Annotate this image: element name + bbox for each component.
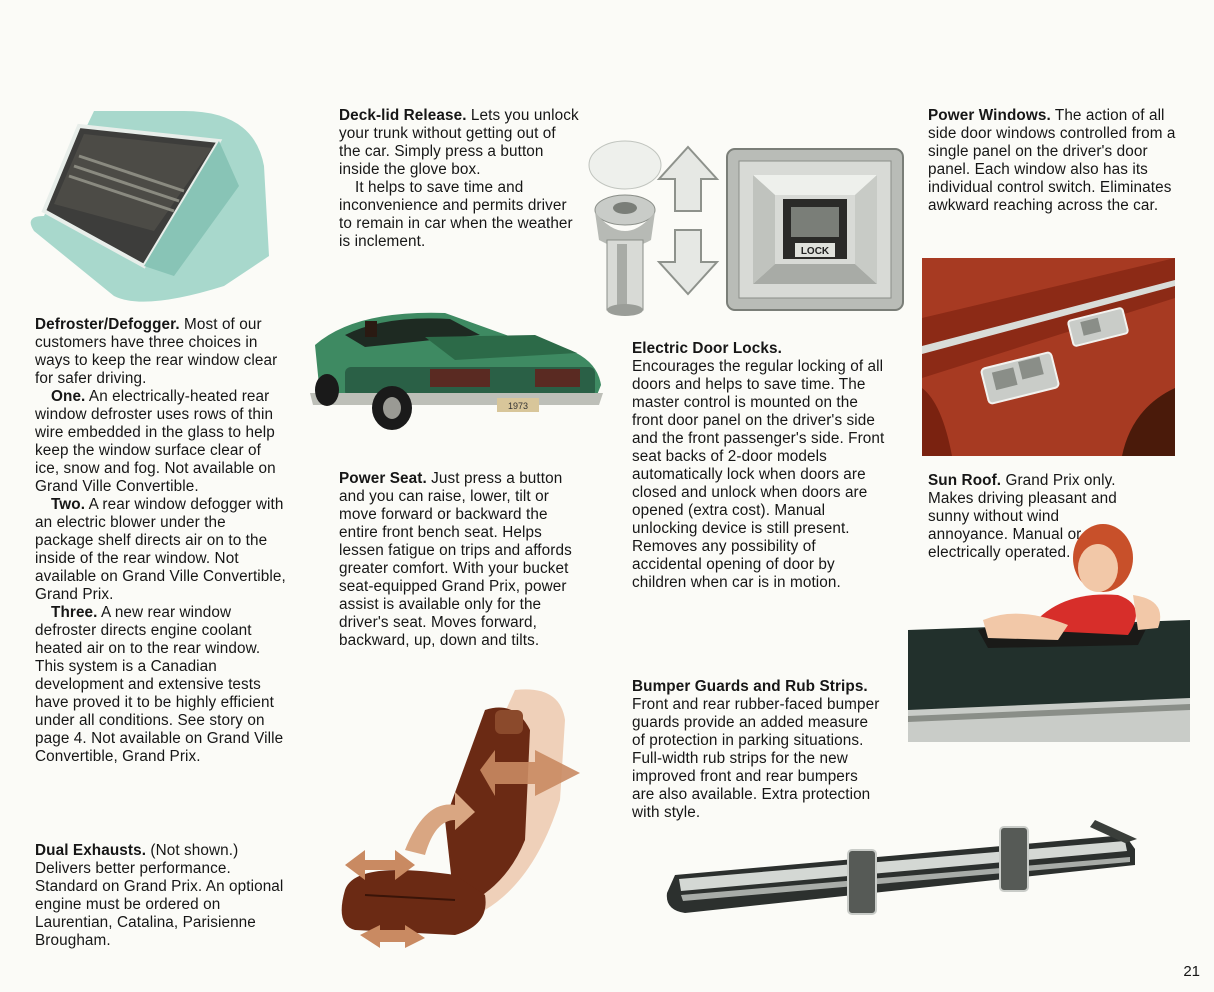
dual-exhausts-text: (Not shown.) Delivers better performance. Standard on Grand Prix. An optional engine must be ordered on Laurentian, Catalina, Parisienne Brougham.	[35, 842, 284, 949]
defroster-heading: Defroster/Defogger.	[35, 316, 180, 333]
lock-plunger-illustration	[585, 140, 665, 320]
option-three-label: Three.	[51, 604, 98, 621]
power-windows-heading: Power Windows.	[928, 107, 1051, 124]
door-locks-text-block	[632, 340, 888, 592]
option-one-label: One.	[51, 388, 86, 405]
deck-lid-heading: Deck-lid Release.	[339, 107, 467, 124]
green-car-trunk-illustration	[305, 305, 605, 433]
option-three-text: A new rear window defroster directs engine coolant heated air on to the rear window. This system is a Canadian development and extensive tests have proved it to be highly efficient under all conditions. See story on page 4. Not available on Grand Ville Convertible, Grand Prix.	[35, 604, 284, 765]
power-windows-text-block	[928, 107, 1188, 215]
lock-switch-illustration	[725, 147, 905, 312]
power-seat-illustration	[335, 680, 585, 950]
deck-lid-text-2: It helps to save time and inconvenience and permits driver to remain in car when the weather is inclement.	[339, 179, 573, 250]
bumper-text: Front and rear rubber-faced bumper guards provide an added measure of protection in parking situations. Full-width rub strips for the new improved front and rear bumpers are also available. Extra protection with style.	[632, 696, 880, 821]
sun-roof-illustration	[908, 520, 1190, 742]
door-locks-text: Encourages the regular locking of all doors and helps to save time. The master control is mounted on the front door panel on the driver's side and the front passenger's side. Front seat backs of 2-door models automatically lock when doors are closed and unlock when doors are opened (extra cost). Manual unlocking device is still present. Removes any possibility of accidental opening of door by children when car is in motion.	[632, 358, 885, 591]
defroster-intro: Most of our customers have three choices in ways to keep the rear window clear for safer driving.	[35, 316, 278, 387]
lock-switch-label: LOCK	[800, 246, 830, 257]
option-two-text: A rear window defogger with an electric blower under the package shelf directs air on to the inside of the rear window. Not available on Grand Ville Convertible, Grand Prix.	[35, 496, 286, 603]
power-seat-text: Just press a button and you can raise, lower, tilt or move forward or backward the entire front bench seat. Helps lessen fatigue on trips and affords greater comfort. With your bucket seat-equipped Grand Prix, power assist is available only for the driver's seat. Moves forward, backward, up, down and tilts.	[339, 470, 572, 649]
power-seat-heading: Power Seat.	[339, 470, 427, 487]
sun-roof-heading: Sun Roof.	[928, 472, 1002, 489]
up-down-arrow-icon	[655, 143, 721, 298]
option-two-label: Two.	[51, 496, 86, 513]
option-one-text: An electrically-heated rear window defroster uses rows of thin wire embedded in the glass to help keep the window surface clear of ice, snow and fog. Not available on Grand Ville Convertible.	[35, 388, 276, 495]
deck-lid-text: Lets you unlock your trunk without getting out of the car. Simply press a button inside the glove box.	[339, 107, 579, 178]
page-number: 21	[1183, 963, 1200, 980]
license-plate: 1973	[507, 401, 529, 411]
power-window-switch-illustration	[922, 258, 1175, 456]
defroster-text-block	[35, 316, 287, 766]
bumper-guard-illustration	[665, 815, 1140, 925]
door-locks-heading: Electric Door Locks.	[632, 340, 782, 357]
power-windows-text: The action of all side door windows controlled from a single panel on the driver's door panel. Each window also has its individual control switch. Eliminates awkward reaching across the car.	[928, 107, 1176, 214]
rear-window-defroster-illustration	[24, 106, 274, 306]
dual-exhausts-text-block	[35, 842, 287, 950]
dual-exhausts-heading: Dual Exhausts.	[35, 842, 147, 859]
bumper-text-block	[632, 678, 882, 822]
power-seat-text-block	[339, 470, 584, 650]
deck-lid-text-block	[339, 107, 579, 251]
sun-roof-text: Grand Prix only. Makes driving pleasant and sunny without wind annoyance. Manual or electrically operated.	[928, 472, 1117, 561]
bumper-heading: Bumper Guards and Rub Strips.	[632, 678, 868, 695]
